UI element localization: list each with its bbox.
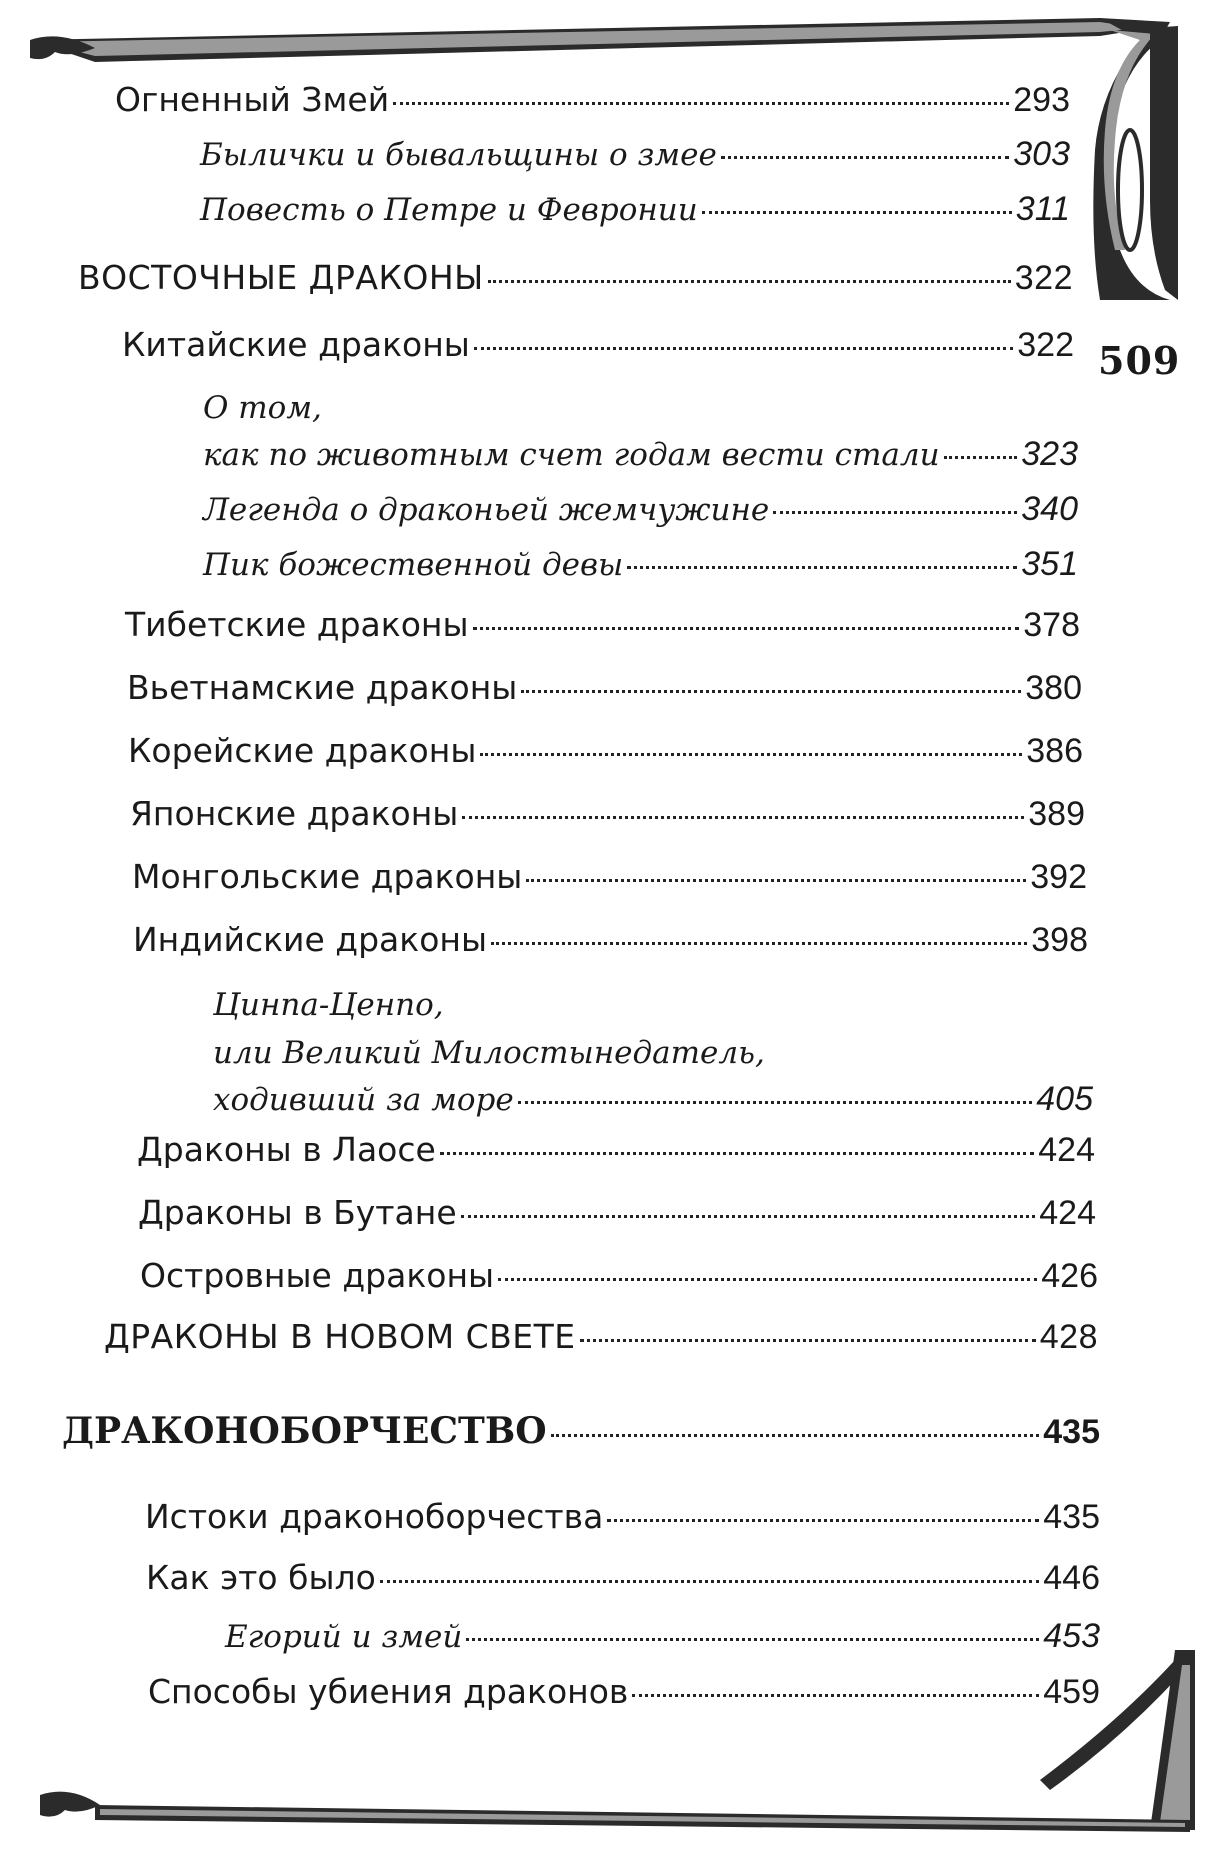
dot-leader xyxy=(491,942,1027,945)
toc-entry-title: Тибетские драконы xyxy=(125,605,469,644)
toc-entry-title: Истоки драконоборчества xyxy=(145,1497,604,1536)
toc-entry xyxy=(104,1317,1098,1365)
dot-leader xyxy=(466,1638,1039,1641)
dot-leader xyxy=(521,690,1021,693)
toc-entry-page: 405 xyxy=(1036,1080,1093,1118)
dot-leader xyxy=(480,753,1022,756)
toc-entry-page: 311 xyxy=(1015,190,1070,228)
toc-entry-page: 426 xyxy=(1041,1257,1098,1295)
toc-entry xyxy=(78,258,1073,306)
dot-leader xyxy=(773,511,1017,514)
toc-entry-page: 424 xyxy=(1038,1131,1095,1169)
toc-entry-title: Островные драконы xyxy=(140,1256,495,1295)
toc-entry-page: 389 xyxy=(1028,795,1085,833)
dot-leader xyxy=(462,816,1024,819)
toc-entry-title: Монгольские драконы xyxy=(132,857,523,896)
toc-entry-title: Егорий и змей xyxy=(225,1619,463,1655)
toc-entry-title-line: или Великий Милостынедатель, xyxy=(213,1035,765,1071)
toc-entry-page: 424 xyxy=(1039,1194,1096,1232)
toc-section-title: ДРАКОНОБОРЧЕСТВО xyxy=(62,1410,547,1452)
toc-entry-page: 323 xyxy=(1021,435,1078,473)
toc-entry-title: Китайские драконы xyxy=(122,325,470,364)
dot-leader xyxy=(380,1580,1039,1583)
dot-leader xyxy=(627,566,1017,569)
toc-entry xyxy=(203,435,1078,483)
toc-entry-title: как по животным счет годам вести стали xyxy=(203,437,940,473)
toc-entry-page: 378 xyxy=(1023,606,1080,644)
toc-entry xyxy=(133,920,1088,968)
toc-entry-page: 322 xyxy=(1017,326,1074,364)
dot-leader xyxy=(393,102,1009,105)
dot-leader xyxy=(632,1694,1039,1697)
toc-entry xyxy=(115,80,1070,128)
toc-entry-page: 303 xyxy=(1013,135,1070,173)
dot-leader xyxy=(702,211,1012,214)
toc-entry-page: 386 xyxy=(1026,732,1083,770)
toc-entry-title: Повесть о Петре и Февронии xyxy=(200,192,698,228)
toc-entry xyxy=(128,731,1083,779)
toc-entry xyxy=(125,605,1080,653)
dot-leader xyxy=(551,1434,1040,1437)
toc-entry xyxy=(200,135,1070,183)
toc-entry-title: Пик божественной девы xyxy=(203,547,624,583)
toc-entry xyxy=(148,1672,1100,1720)
dot-leader xyxy=(607,1519,1039,1522)
dot-leader xyxy=(580,1339,1036,1342)
toc-entry xyxy=(140,1256,1098,1304)
toc-entry xyxy=(146,1558,1100,1606)
toc-entry xyxy=(203,490,1078,538)
toc-entry-page: 428 xyxy=(1039,1318,1098,1356)
toc-entry-title: Огненный Змей xyxy=(115,80,390,119)
toc-entry-page: 459 xyxy=(1043,1673,1100,1711)
dot-leader xyxy=(721,156,1009,159)
toc-entry xyxy=(225,1617,1100,1665)
toc-entry xyxy=(200,190,1070,238)
dot-leader xyxy=(440,1152,1034,1155)
toc-entry xyxy=(203,545,1078,593)
toc-entry xyxy=(213,1080,1093,1128)
dot-leader xyxy=(498,1278,1037,1281)
page-number: 509 xyxy=(1098,338,1181,383)
toc-entry xyxy=(127,668,1082,716)
toc-entry-page: 392 xyxy=(1030,858,1087,896)
toc-entry-title: Драконы в Бутане xyxy=(138,1193,457,1232)
toc-entry xyxy=(122,325,1074,373)
toc-entry xyxy=(62,1410,1100,1458)
toc-entry-page: 435 xyxy=(1043,1498,1100,1536)
dot-leader xyxy=(488,280,1011,283)
toc-entry-page: 435 xyxy=(1043,1413,1100,1451)
dot-leader xyxy=(474,347,1013,350)
toc-entry-page: 398 xyxy=(1031,921,1088,959)
toc-entry xyxy=(132,857,1087,905)
dot-leader xyxy=(461,1215,1036,1218)
toc-entry-page: 293 xyxy=(1013,81,1070,119)
toc-entry-title: Японские драконы xyxy=(130,794,459,833)
toc-entry-title: ходивший за море xyxy=(213,1082,514,1118)
toc-entry xyxy=(145,1497,1100,1545)
toc-entry-title: Былички и бывальщины о змее xyxy=(200,137,717,173)
toc-entry xyxy=(138,1193,1096,1241)
toc-entry xyxy=(137,1130,1095,1178)
toc-entry-page: 446 xyxy=(1043,1559,1100,1597)
toc-entry-page: 322 xyxy=(1014,259,1073,297)
toc-entry-title: Корейские драконы xyxy=(128,731,477,770)
dot-leader xyxy=(473,627,1020,630)
toc-entry-title: Драконы в Лаосе xyxy=(137,1130,436,1169)
toc-entry-title: Способы убиения драконов xyxy=(148,1672,629,1711)
toc-entry-title: ВОСТОЧНЫЕ ДРАКОНЫ xyxy=(78,258,484,297)
toc-entry-page: 380 xyxy=(1025,669,1082,707)
toc-entry-page: 340 xyxy=(1021,490,1078,528)
toc-entry-title: Как это было xyxy=(146,1558,376,1597)
toc-entry-page: 453 xyxy=(1043,1617,1100,1655)
toc-entry-title: Вьетнамские драконы xyxy=(127,668,518,707)
toc-entry-title-line: О том, xyxy=(203,390,322,426)
dot-leader xyxy=(526,879,1026,882)
toc-entry-title: ДРАКОНЫ В НОВОМ СВЕТЕ xyxy=(104,1317,576,1356)
toc-entry-title: Легенда о драконьей жемчужине xyxy=(203,492,770,528)
dot-leader xyxy=(944,456,1018,459)
toc-entry xyxy=(130,794,1085,842)
toc-entry-page: 351 xyxy=(1021,545,1078,583)
dot-leader xyxy=(518,1101,1033,1104)
toc-entry-title: Индийские драконы xyxy=(133,920,488,959)
toc-entry-title-line: Цинпа-Ценпо, xyxy=(213,987,444,1023)
